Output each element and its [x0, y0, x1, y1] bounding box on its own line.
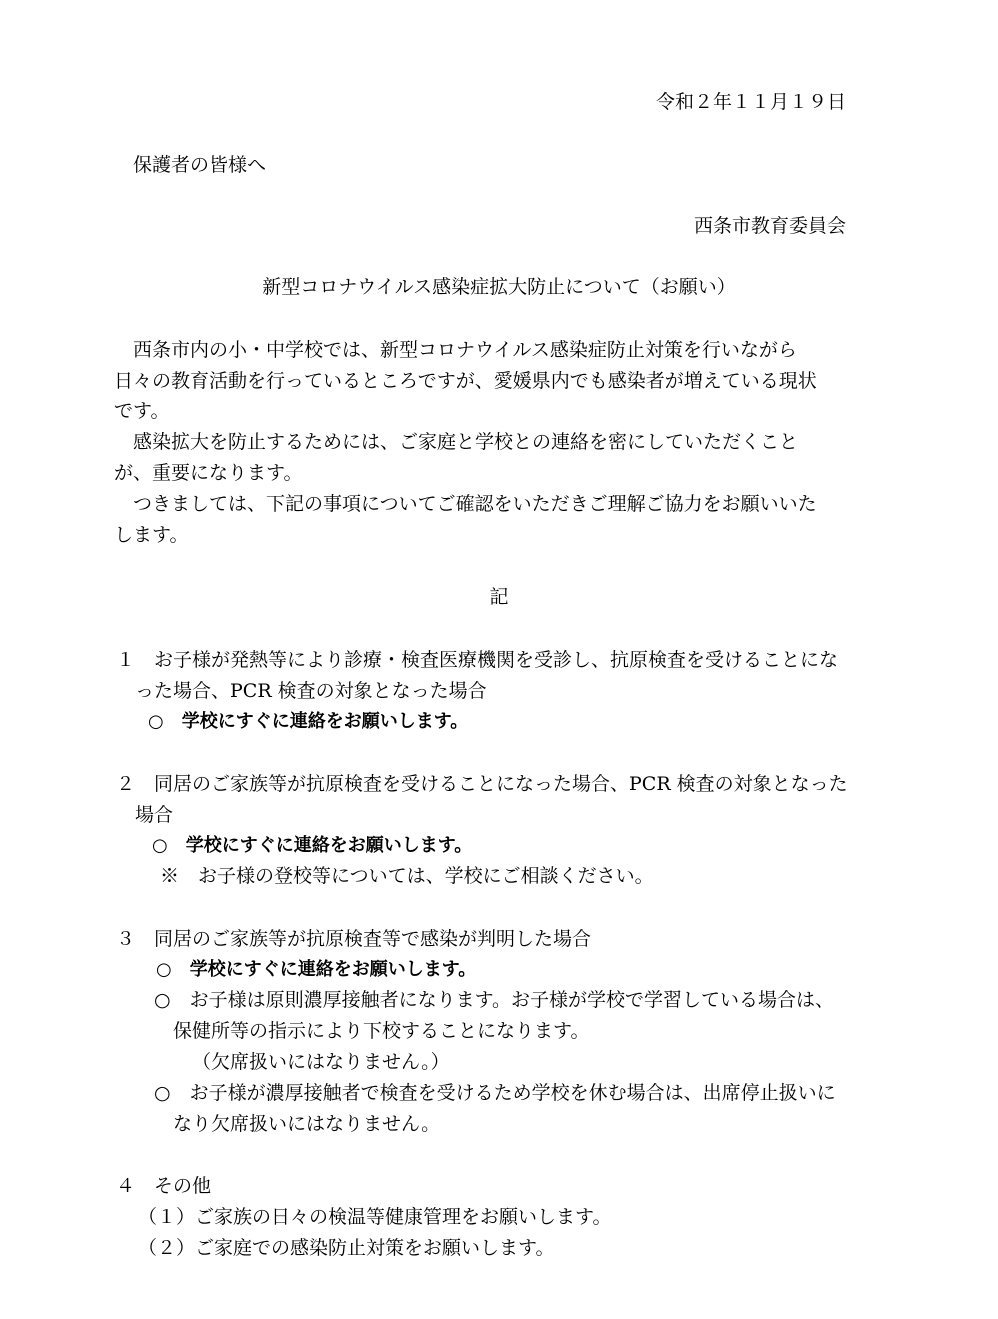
item2-action: ○ 学校にすぐに連絡をお願いします。 [152, 835, 473, 856]
item3-line1: ３ 同居のご家族等が抗原検査等で感染が判明した場合 [116, 928, 592, 950]
item1-action: ○ 学校にすぐに連絡をお願いします。 [148, 711, 469, 732]
item3-action: ○ 学校にすぐに連絡をお願いします。 [156, 959, 477, 980]
intro-p1-line3: です。 [114, 400, 170, 422]
item3-sub2-line2: なり欠席扱いにはなりません。 [173, 1113, 441, 1135]
intro-p3-line1: つきましては、下記の事項についてご確認をいただきご理解ご協力をお願いいた [133, 493, 817, 515]
item1-line1: １ お子様が発熱等により診療・検査医療機関を受診し、抗原検査を受けることにな [116, 649, 839, 671]
item4-sub2: （２）ご家庭での感染防止対策をお願いします。 [138, 1237, 555, 1259]
date: 令和２年１１月１９日 [655, 91, 846, 113]
intro-p2-line1: 感染拡大を防止するためには、ご家庭と学校との連絡を密にしていただくこと [133, 431, 799, 453]
item4-line1: ４ その他 [116, 1175, 212, 1197]
item2-note: ※ お子様の登校等については、学校にご相談ください。 [160, 865, 654, 887]
ki-heading: 記 [489, 586, 509, 608]
document-title: 新型コロナウイルス感染症拡大防止について（お願い） [262, 276, 736, 298]
intro-p3-line2: します。 [114, 524, 189, 546]
item1-line2: った場合、PCR 検査の対象となった場合 [135, 680, 487, 702]
intro-p1-line2: 日々の教育活動を行っているところですが、愛媛県内でも感染者が増えている現状 [114, 370, 817, 392]
addressee: 保護者の皆様へ [133, 154, 267, 176]
item2-line2: 場合 [135, 804, 174, 826]
intro-p1-line1: 西条市内の小・中学校では、新型コロナウイルス感染症防止対策を行いながら [133, 339, 797, 361]
item3-sub1-line2: 保健所等の指示により下校することになります。 [173, 1020, 590, 1042]
item3-sub1-line1: ○ お子様は原則濃厚接触者になります。お子様が学校で学習している場合は、 [154, 989, 835, 1011]
sender: 西条市教育委員会 [693, 215, 846, 237]
item3-sub2-line1: ○ お子様が濃厚接触者で検査を受けるため学校を休む場合は、出席停止扱いに [154, 1082, 836, 1104]
item4-sub1: （１）ご家族の日々の検温等健康管理をお願いします。 [138, 1206, 612, 1228]
item3-sub1-line3: （欠席扱いにはなりません。） [192, 1051, 450, 1073]
intro-p2-line2: が、重要になります。 [114, 462, 303, 484]
item2-line1: ２ 同居のご家族等が抗原検査を受けることになった場合、PCR 検査の対象となった [116, 773, 848, 795]
